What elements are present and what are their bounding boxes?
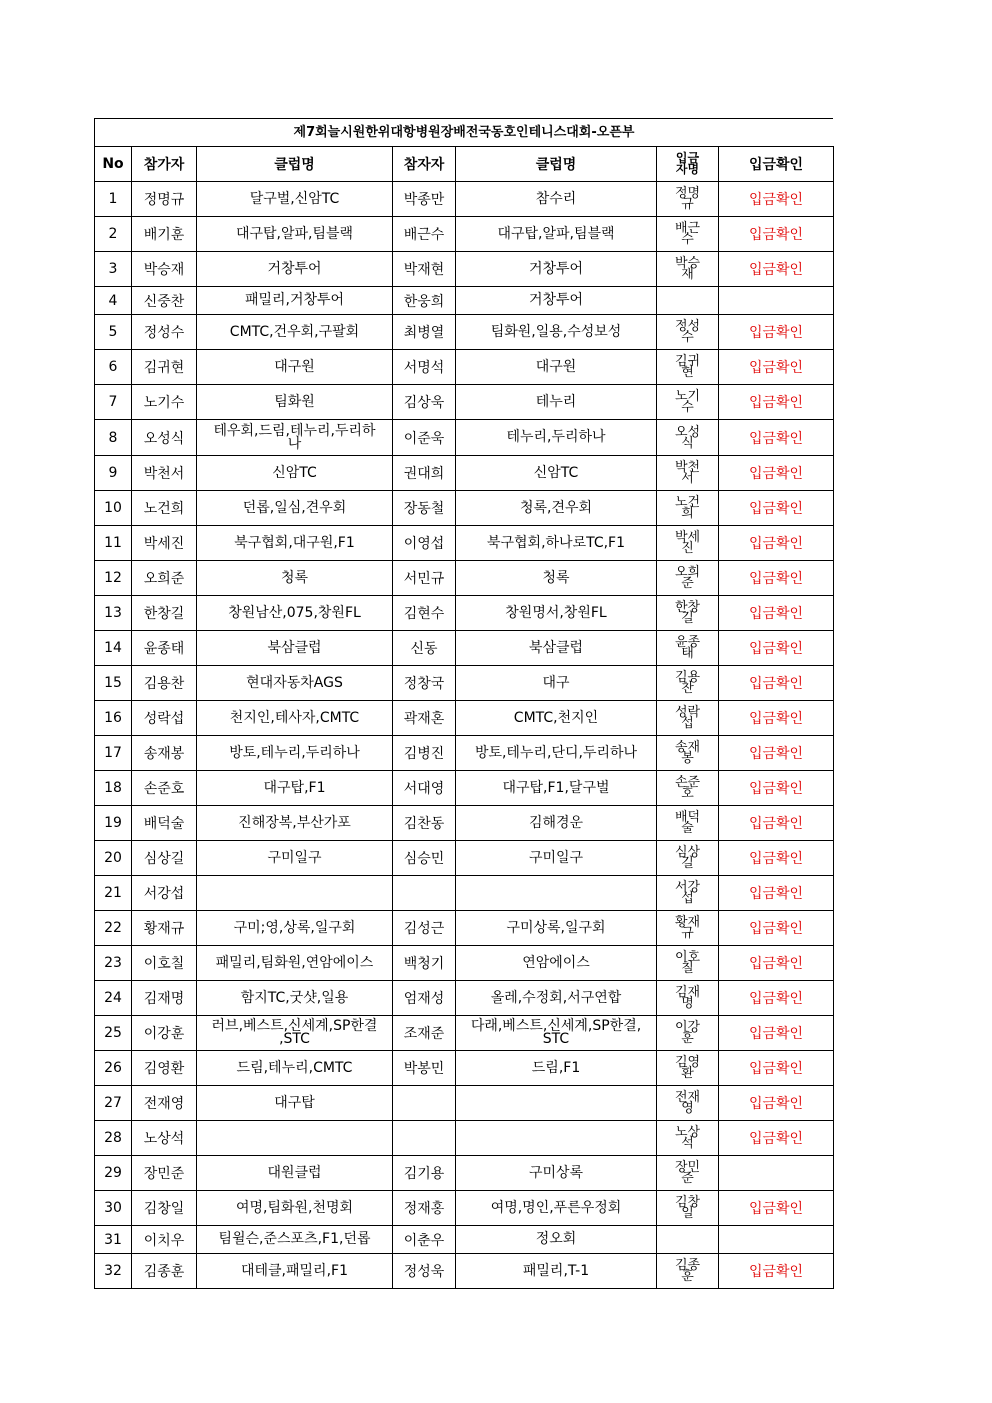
- deposit-status: 입금확인: [719, 561, 834, 596]
- deposit-status: 입금확인: [719, 596, 834, 631]
- player1-club: 현대자동차AGS: [197, 666, 393, 701]
- depositor-name: 김영 환: [657, 1051, 719, 1086]
- player1-name: 배기훈: [132, 217, 197, 252]
- player1-name: 손준호: [132, 771, 197, 806]
- depositor-name: 한창 길: [657, 596, 719, 631]
- player1-name: 김재명: [132, 981, 197, 1016]
- deposit-status: 입금확인: [719, 350, 834, 385]
- deposit-status: [719, 1226, 834, 1254]
- player1-name: 심상길: [132, 841, 197, 876]
- table-row: [95, 701, 834, 736]
- deposit-status: 입금확인: [719, 526, 834, 561]
- deposit-status: 입금확인: [719, 701, 834, 736]
- player1-club: 테우회,드림,테누리,두리하 나: [197, 420, 393, 456]
- player1-club: [197, 876, 393, 911]
- depositor-name: 김종 훈: [657, 1254, 719, 1289]
- header-deposit-check: 입금확인: [719, 147, 834, 182]
- deposit-status: 입금확인: [719, 315, 834, 350]
- table-row: [95, 287, 834, 315]
- player1-club: 신암TC: [197, 456, 393, 491]
- player2-name: 정창국: [393, 666, 456, 701]
- player2-name: 이준욱: [393, 420, 456, 456]
- table-row: [95, 217, 834, 252]
- table-row: [95, 491, 834, 526]
- player2-club: 대구: [456, 666, 657, 701]
- depositor-name: [657, 287, 719, 315]
- player1-name: 서강섭: [132, 876, 197, 911]
- player2-club: [456, 1121, 657, 1156]
- deposit-status: [719, 1156, 834, 1191]
- player2-club: 대구탑,F1,달구벌: [456, 771, 657, 806]
- depositor-name: 손준 호: [657, 771, 719, 806]
- player2-club: 청록: [456, 561, 657, 596]
- depositor-name: 김용 찬: [657, 666, 719, 701]
- depositor-name: 정성 수: [657, 315, 719, 350]
- table-row: [95, 1051, 834, 1086]
- deposit-status: 입금확인: [719, 1191, 834, 1226]
- row-number: 4: [95, 287, 132, 315]
- row-number: 29: [95, 1156, 132, 1191]
- deposit-status: 입금확인: [719, 217, 834, 252]
- table-row: [95, 1086, 834, 1121]
- row-number: 7: [95, 385, 132, 420]
- player2-club: 구미상록,일구회: [456, 911, 657, 946]
- player1-name: 이호칠: [132, 946, 197, 981]
- player2-name: 정성욱: [393, 1254, 456, 1289]
- player1-club: 러브,베스트,신세계,SP한결 ,STC: [197, 1016, 393, 1051]
- deposit-status: 입금확인: [719, 1051, 834, 1086]
- player2-name: [393, 1086, 456, 1121]
- row-number: 21: [95, 876, 132, 911]
- player1-club: 구미일구: [197, 841, 393, 876]
- player1-name: 이강훈: [132, 1016, 197, 1051]
- player2-name: 박재현: [393, 252, 456, 287]
- deposit-status: 입금확인: [719, 182, 834, 217]
- row-number: 27: [95, 1086, 132, 1121]
- player2-name: 한웅희: [393, 287, 456, 315]
- table-row: [95, 736, 834, 771]
- player2-club: 북구협회,하나로TC,F1: [456, 526, 657, 561]
- table-row: [95, 385, 834, 420]
- depositor-name: 이호 칠: [657, 946, 719, 981]
- participant-table: [94, 146, 834, 1289]
- table-row: [95, 561, 834, 596]
- table-row: [95, 981, 834, 1016]
- player1-club: 팀윌슨,준스포츠,F1,던롭: [197, 1226, 393, 1254]
- table-row: [95, 456, 834, 491]
- player1-name: 박승재: [132, 252, 197, 287]
- table-row: [95, 526, 834, 561]
- deposit-status: 입금확인: [719, 631, 834, 666]
- player1-club: CMTC,건우회,구팔회: [197, 315, 393, 350]
- header-player2: 참자자: [393, 147, 456, 182]
- deposit-status: 입금확인: [719, 841, 834, 876]
- depositor-name: 노기 수: [657, 385, 719, 420]
- player1-name: 성락섭: [132, 701, 197, 736]
- player2-club: 테누리: [456, 385, 657, 420]
- table-row: [95, 841, 834, 876]
- row-number: 15: [95, 666, 132, 701]
- player1-club: [197, 1121, 393, 1156]
- row-number: 20: [95, 841, 132, 876]
- row-number: 12: [95, 561, 132, 596]
- player2-name: [393, 876, 456, 911]
- player2-club: 청록,견우회: [456, 491, 657, 526]
- deposit-status: 입금확인: [719, 771, 834, 806]
- player1-name: 이치우: [132, 1226, 197, 1254]
- player2-name: 조재준: [393, 1016, 456, 1051]
- player2-name: 백청기: [393, 946, 456, 981]
- table-row: [95, 315, 834, 350]
- row-number: 19: [95, 806, 132, 841]
- table-row: [95, 596, 834, 631]
- player2-name: 김현수: [393, 596, 456, 631]
- player2-name: 박봉민: [393, 1051, 456, 1086]
- player1-club: 드림,테누리,CMTC: [197, 1051, 393, 1086]
- row-number: 22: [95, 911, 132, 946]
- player1-club: 던롭,일심,견우회: [197, 491, 393, 526]
- player2-name: 심승민: [393, 841, 456, 876]
- player2-name: 장동철: [393, 491, 456, 526]
- table-row: [95, 771, 834, 806]
- player2-club: 거창투어: [456, 252, 657, 287]
- row-number: 24: [95, 981, 132, 1016]
- player2-name: 최병열: [393, 315, 456, 350]
- row-number: 9: [95, 456, 132, 491]
- player1-name: 노건희: [132, 491, 197, 526]
- deposit-status: 입금확인: [719, 946, 834, 981]
- row-number: 18: [95, 771, 132, 806]
- depositor-name: 배덕 술: [657, 806, 719, 841]
- player1-name: 오성식: [132, 420, 197, 456]
- player2-club: 방토,테누리,단디,두리하나: [456, 736, 657, 771]
- row-number: 31: [95, 1226, 132, 1254]
- player2-club: 다래,베스트,신세계,SP한결, STC: [456, 1016, 657, 1051]
- player2-club: 정오회: [456, 1226, 657, 1254]
- player2-club: 올레,수정회,서구연합: [456, 981, 657, 1016]
- depositor-name: 배근 수: [657, 217, 719, 252]
- player2-name: [393, 1121, 456, 1156]
- player2-name: 김병진: [393, 736, 456, 771]
- deposit-sheet: [94, 118, 833, 1289]
- deposit-status: 입금확인: [719, 1016, 834, 1051]
- row-number: 2: [95, 217, 132, 252]
- player1-name: 노상석: [132, 1121, 197, 1156]
- player1-club: 구미;영,상록,일구회: [197, 911, 393, 946]
- depositor-name: 박세 진: [657, 526, 719, 561]
- row-number: 1: [95, 182, 132, 217]
- player2-club: 북삼클럽: [456, 631, 657, 666]
- player1-club: 함지TC,굿샷,일용: [197, 981, 393, 1016]
- row-number: 3: [95, 252, 132, 287]
- player2-club: 구미일구: [456, 841, 657, 876]
- table-row: [95, 1254, 834, 1289]
- player1-club: 대구원: [197, 350, 393, 385]
- player2-name: 이영섭: [393, 526, 456, 561]
- player1-name: 배덕술: [132, 806, 197, 841]
- player1-name: 노기수: [132, 385, 197, 420]
- player1-name: 김창일: [132, 1191, 197, 1226]
- player2-club: 김해경운: [456, 806, 657, 841]
- depositor-name: 노상 석: [657, 1121, 719, 1156]
- depositor-name: 장민 준: [657, 1156, 719, 1191]
- player2-name: 김상욱: [393, 385, 456, 420]
- player1-name: 김영환: [132, 1051, 197, 1086]
- deposit-status: 입금확인: [719, 456, 834, 491]
- table-row: [95, 252, 834, 287]
- player1-name: 전재영: [132, 1086, 197, 1121]
- header-club2: 클럽명: [456, 147, 657, 182]
- player2-name: 곽재혼: [393, 701, 456, 736]
- deposit-status: 입금확인: [719, 420, 834, 456]
- row-number: 25: [95, 1016, 132, 1051]
- header-depositor: 입금 자명: [657, 147, 719, 182]
- depositor-name: 서강 섭: [657, 876, 719, 911]
- player1-club: 천지인,테사자,CMTC: [197, 701, 393, 736]
- player1-name: 정성수: [132, 315, 197, 350]
- player2-club: 참수리: [456, 182, 657, 217]
- row-number: 5: [95, 315, 132, 350]
- deposit-status: 입금확인: [719, 1121, 834, 1156]
- table-row: [95, 911, 834, 946]
- deposit-status: 입금확인: [719, 876, 834, 911]
- depositor-name: 박승 재: [657, 252, 719, 287]
- player2-club: 신암TC: [456, 456, 657, 491]
- depositor-name: 김귀 현: [657, 350, 719, 385]
- deposit-status: [719, 287, 834, 315]
- row-number: 23: [95, 946, 132, 981]
- player1-name: 장민준: [132, 1156, 197, 1191]
- header-row: [95, 147, 834, 182]
- player1-club: 패밀리,거창투어: [197, 287, 393, 315]
- deposit-status: 입금확인: [719, 252, 834, 287]
- row-number: 6: [95, 350, 132, 385]
- player1-name: 송재봉: [132, 736, 197, 771]
- depositor-name: 오성 식: [657, 420, 719, 456]
- table-row: [95, 1191, 834, 1226]
- player1-name: 오희준: [132, 561, 197, 596]
- player1-club: 거창투어: [197, 252, 393, 287]
- depositor-name: 오희 준: [657, 561, 719, 596]
- table-row: [95, 1226, 834, 1254]
- row-number: 8: [95, 420, 132, 456]
- table-row: [95, 1016, 834, 1051]
- player1-club: 패밀리,팀화원,연암에이스: [197, 946, 393, 981]
- depositor-name: 이강 훈: [657, 1016, 719, 1051]
- deposit-status: 입금확인: [719, 666, 834, 701]
- depositor-name: 김창 일: [657, 1191, 719, 1226]
- deposit-status: 입금확인: [719, 385, 834, 420]
- player1-name: 윤종태: [132, 631, 197, 666]
- player1-name: 정명규: [132, 182, 197, 217]
- player1-club: 북구협회,대구원,F1: [197, 526, 393, 561]
- player1-club: 여명,팀화원,천명회: [197, 1191, 393, 1226]
- row-number: 10: [95, 491, 132, 526]
- player1-club: 청록: [197, 561, 393, 596]
- player2-club: [456, 876, 657, 911]
- row-number: 28: [95, 1121, 132, 1156]
- row-number: 32: [95, 1254, 132, 1289]
- row-number: 13: [95, 596, 132, 631]
- player2-name: 정재홍: [393, 1191, 456, 1226]
- player2-club: 팀화원,일용,수성보성: [456, 315, 657, 350]
- table-row: [95, 806, 834, 841]
- player1-name: 황재규: [132, 911, 197, 946]
- player2-name: 김성근: [393, 911, 456, 946]
- table-row: [95, 350, 834, 385]
- player1-club: 팀화원: [197, 385, 393, 420]
- depositor-name: 전재 영: [657, 1086, 719, 1121]
- depositor-name: 심상 길: [657, 841, 719, 876]
- row-number: 17: [95, 736, 132, 771]
- player1-name: 박세진: [132, 526, 197, 561]
- player2-name: 박종만: [393, 182, 456, 217]
- row-number: 30: [95, 1191, 132, 1226]
- player1-club: 대테클,패밀리,F1: [197, 1254, 393, 1289]
- player2-club: 패밀리,T-1: [456, 1254, 657, 1289]
- player1-name: 김종훈: [132, 1254, 197, 1289]
- player1-name: 김용찬: [132, 666, 197, 701]
- player1-club: 방토,테누리,두리하나: [197, 736, 393, 771]
- depositor-name: 성락 섭: [657, 701, 719, 736]
- player1-club: 진해장복,부산가포: [197, 806, 393, 841]
- player2-club: 연암에이스: [456, 946, 657, 981]
- player2-club: 테누리,두리하나: [456, 420, 657, 456]
- player2-name: 김찬동: [393, 806, 456, 841]
- player2-club: 구미상록: [456, 1156, 657, 1191]
- player2-name: 서민규: [393, 561, 456, 596]
- player1-club: 북삼클럽: [197, 631, 393, 666]
- player1-name: 김귀현: [132, 350, 197, 385]
- player2-name: 김기용: [393, 1156, 456, 1191]
- player2-name: 이춘우: [393, 1226, 456, 1254]
- player1-name: 신중찬: [132, 287, 197, 315]
- player1-club: 대구탑,F1: [197, 771, 393, 806]
- header-club1: 클럽명: [197, 147, 393, 182]
- player2-name: 신동: [393, 631, 456, 666]
- depositor-name: 송재 봉: [657, 736, 719, 771]
- player1-club: 창원남산,075,창원FL: [197, 596, 393, 631]
- player2-club: 대구탑,알파,팀블랙: [456, 217, 657, 252]
- depositor-name: 윤종 태: [657, 631, 719, 666]
- depositor-name: 황재 규: [657, 911, 719, 946]
- player1-name: 한창길: [132, 596, 197, 631]
- header-player1: 참가자: [132, 147, 197, 182]
- player1-name: 박천서: [132, 456, 197, 491]
- player2-name: 엄재성: [393, 981, 456, 1016]
- player2-club: 여명,명인,푸른우정회: [456, 1191, 657, 1226]
- player2-name: 서대영: [393, 771, 456, 806]
- table-row: [95, 946, 834, 981]
- player2-club: 대구원: [456, 350, 657, 385]
- sheet-title: 제7회늘시원한위대항병원장배전국동호인테니스대회-오픈부: [94, 118, 833, 146]
- player1-club: 대원클럽: [197, 1156, 393, 1191]
- table-row: [95, 666, 834, 701]
- depositor-name: 정명 규: [657, 182, 719, 217]
- deposit-status: 입금확인: [719, 911, 834, 946]
- player1-club: 달구벌,신암TC: [197, 182, 393, 217]
- deposit-status: 입금확인: [719, 1254, 834, 1289]
- player2-club: 창원명서,창원FL: [456, 596, 657, 631]
- player2-name: 권대희: [393, 456, 456, 491]
- table-row: [95, 1121, 834, 1156]
- deposit-status: 입금확인: [719, 981, 834, 1016]
- header-no: No: [95, 147, 132, 182]
- player2-club: CMTC,천지인: [456, 701, 657, 736]
- deposit-status: 입금확인: [719, 736, 834, 771]
- depositor-name: 박천 서: [657, 456, 719, 491]
- row-number: 11: [95, 526, 132, 561]
- row-number: 26: [95, 1051, 132, 1086]
- table-row: [95, 1156, 834, 1191]
- depositor-name: 김재 명: [657, 981, 719, 1016]
- deposit-status: 입금확인: [719, 806, 834, 841]
- player2-name: 서명석: [393, 350, 456, 385]
- row-number: 16: [95, 701, 132, 736]
- deposit-status: 입금확인: [719, 1086, 834, 1121]
- depositor-name: 노건 희: [657, 491, 719, 526]
- player1-club: 대구탑: [197, 1086, 393, 1121]
- row-number: 14: [95, 631, 132, 666]
- table-row: [95, 420, 834, 456]
- table-row: [95, 631, 834, 666]
- player2-club: [456, 1086, 657, 1121]
- player2-club: 드림,F1: [456, 1051, 657, 1086]
- player2-club: 거창투어: [456, 287, 657, 315]
- depositor-name: [657, 1226, 719, 1254]
- table-row: [95, 182, 834, 217]
- table-row: [95, 876, 834, 911]
- deposit-status: 입금확인: [719, 491, 834, 526]
- player1-club: 대구탑,알파,팀블랙: [197, 217, 393, 252]
- player2-name: 배근수: [393, 217, 456, 252]
